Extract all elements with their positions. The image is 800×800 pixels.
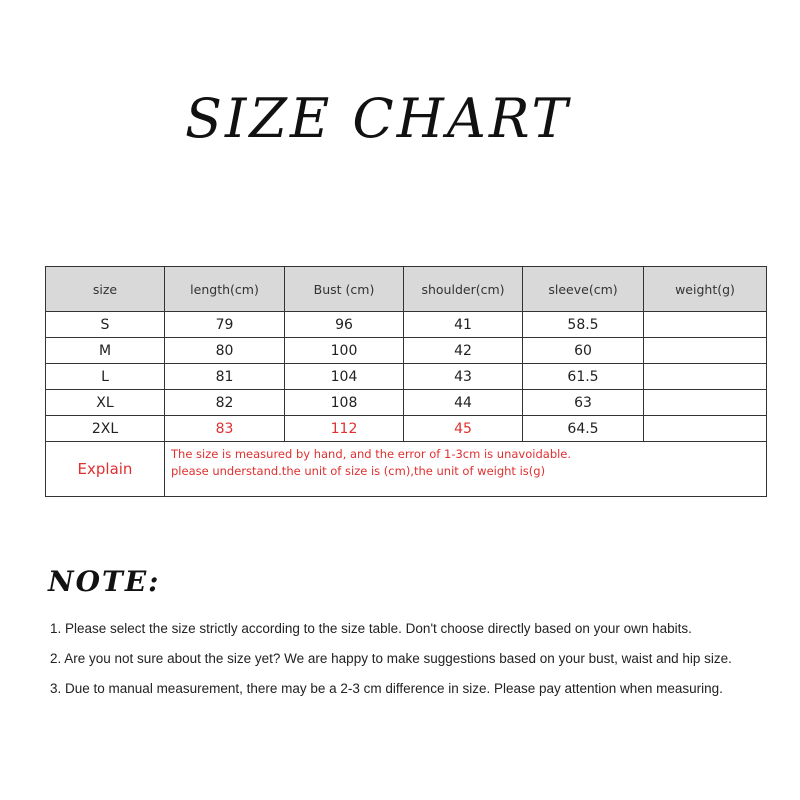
explain-line-1: The size is measured by hand, and the error of 1-3cm is unavoidable. (171, 447, 572, 461)
cell-shoulder: 45 (404, 416, 523, 442)
header-sleeve: sleeve(cm) (523, 267, 644, 312)
table-row (46, 312, 767, 338)
explain-row (46, 442, 767, 497)
cell-sleeve: 63 (523, 390, 644, 416)
cell-length: 81 (165, 364, 285, 390)
cell-size: XL (46, 390, 165, 416)
note-item: 1. Please select the size strictly according to the size table. Don't choose directly based on your own habits. (50, 621, 692, 636)
header-shoulder: shoulder(cm) (404, 267, 523, 312)
page-title: SIZE CHART (185, 87, 571, 150)
cell-bust: 108 (285, 390, 404, 416)
explain-line-2: please understand.the unit of size is (cm),the unit of weight is(g) (171, 464, 546, 478)
table-row (46, 338, 767, 364)
table-header-row (46, 267, 767, 312)
notes-list (50, 620, 790, 710)
header-size: size (46, 267, 165, 312)
cell-weight (644, 390, 767, 416)
cell-shoulder: 42 (404, 338, 523, 364)
cell-size: M (46, 338, 165, 364)
cell-shoulder: 44 (404, 390, 523, 416)
cell-shoulder: 41 (404, 312, 523, 338)
cell-bust: 96 (285, 312, 404, 338)
cell-weight (644, 338, 767, 364)
header-bust: Bust (cm) (285, 267, 404, 312)
cell-weight (644, 416, 767, 442)
cell-size: S (46, 312, 165, 338)
cell-sleeve: 61.5 (523, 364, 644, 390)
table-row (46, 364, 767, 390)
cell-sleeve: 64.5 (523, 416, 644, 442)
cell-weight (644, 364, 767, 390)
cell-bust: 112 (285, 416, 404, 442)
cell-sleeve: 58.5 (523, 312, 644, 338)
cell-size: 2XL (46, 416, 165, 442)
header-length: length(cm) (165, 267, 285, 312)
table-row (46, 390, 767, 416)
table-row (46, 416, 767, 442)
note-item: 2. Are you not sure about the size yet? We are happy to make suggestions based on your bust, waist and hip size. (50, 651, 732, 666)
cell-sleeve: 60 (523, 338, 644, 364)
cell-size: L (46, 364, 165, 390)
note-item: 3. Due to manual measurement, there may be a 2-3 cm difference in size. Please pay attention when measuring. (50, 681, 723, 696)
cell-length: 80 (165, 338, 285, 364)
cell-bust: 104 (285, 364, 404, 390)
header-weight: weight(g) (644, 267, 767, 312)
size-table (45, 266, 767, 497)
cell-length: 83 (165, 416, 285, 442)
cell-length: 82 (165, 390, 285, 416)
note-heading: NOTE: (48, 565, 161, 598)
cell-shoulder: 43 (404, 364, 523, 390)
explain-label: Explain (46, 442, 165, 497)
cell-bust: 100 (285, 338, 404, 364)
cell-length: 79 (165, 312, 285, 338)
cell-weight (644, 312, 767, 338)
explain-text (165, 442, 767, 497)
